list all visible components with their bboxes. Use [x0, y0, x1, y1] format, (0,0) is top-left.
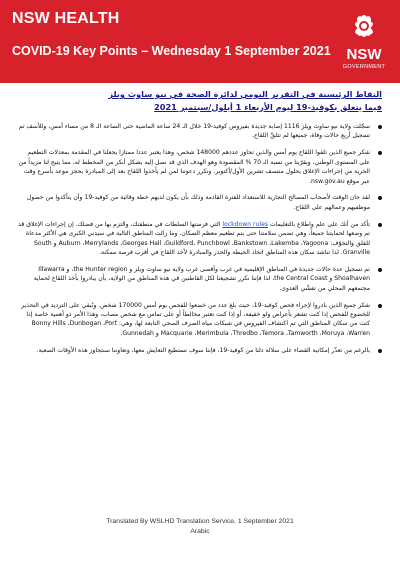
- bullet-icon: [378, 349, 382, 353]
- bullet-icon: [378, 151, 382, 155]
- logo-wordmark: NSW: [346, 46, 382, 63]
- bullet-icon: [378, 125, 382, 129]
- point-text: شكر جميع الذين تلقوا اللقاح يوم أمس والذين تجاوز عددهم 148000 شخص، وهذا يعتبر عددا ممتازا يجعلنا في المقدمة بمعدلات التطعيم على المستوى الوطني، ويقرّبنا من نسبة الـ 70 % المقصودة وهو الهدف الذي قد نصل إليه بشكل أبكر من المخطط له، مما يتيح لنا مزيداً من الحرية من إجراءات الإغلاق بحلول منتصف تشرين الأول/أكتوبر. ونكرر دعوتنا لمن لم يأخذوا اللقاح بعد إلى المبادرة بحجز موعد بأسرع وقت عبر موقع nsw.gov.au.: [18, 149, 370, 185]
- point-text: شكر جميع الذين بادروا لإجراء فحص كوفيد-19، حيث بلغ عدد من خضعوا للفحص يوم أمس 170000 شخص. ونُبقي على الترديد في التحذير للخضوع للفحص إذا كنت تشعر بأعراض ولو خفيفة، أو إذا كنت تعتبر مخالطاً أو على تماس مع شخص مصاب، وهذا الأمر ذو أهمية خاصة إذا كنت من سكان المناطق التي تم اكتشاف الفيروس في شبكات مياه الصرف الصحي التابعة لها، وهي: Bonny Hills ،Dunbogan ،Port Macquarie ،Merimbula ،Thredbo ،Temora ،Tamworth ،Moruya ،Warren و Gunnedah.: [21, 301, 370, 337]
- org-name: NSW HEALTH: [12, 10, 120, 27]
- point-text: بالرغم من تعذّر إمكانية القضاء على سلالة دلتا من كوفيد-19، فإننا سوف نستطيع التعايش معها، وتعاوننا سنتجاوز هذه الأوقات الصعبة.: [36, 346, 370, 354]
- point-text: تم تسجيل عدة حالات جديدة في المناطق الإقليمية في غرب وأقصى غرب ولاية نيو ساوث ويلز و the Hunter region، و Illawarra Shoalhaven و the Central Coast، لذا فإننا نكرر تشجيعنا لكل القاطنين في هذه المناطق من الولاية، بأن يبادروا بأخذ اللقاح لحماية مجتمعهم المحلي من تفشّي العدوى.: [33, 265, 370, 292]
- title-line-2: فيما يتعلق بكوفيد-19 ليوم الأربعاء 1 أيلول/سبتمبر 2021: [154, 101, 382, 112]
- document-title: [70, 88, 382, 113]
- key-points: [18, 122, 384, 363]
- point-text: لقد حان الوقت لأصحاب المصالح التجارية للاستعداد للفترة القادمة وذلك بأن يكون لديهم خطة وقائية من كوفيد-19 وأن يتأكدوا من حصول موظفيهم وعمالهم على اللقاح.: [26, 194, 370, 211]
- list-item: [18, 220, 384, 258]
- bullet-icon: [378, 223, 382, 227]
- bullet-icon: [378, 268, 382, 272]
- list-item: [18, 122, 384, 141]
- logo-government: GOVERNMENT: [342, 64, 386, 70]
- document-subtitle: COVID-19 Key Points – Wednesday 1 September 2021: [12, 44, 331, 58]
- translation-footer: [0, 517, 400, 537]
- list-item: [18, 301, 384, 339]
- translation-credit: Translated By WSLHD Translation Service, 1 September 2021: [106, 518, 294, 525]
- key-points-list: [18, 122, 384, 355]
- header-banner: [0, 0, 400, 83]
- list-item: [18, 193, 384, 212]
- list-item: [18, 346, 384, 355]
- nsw-government-logo: [336, 6, 392, 78]
- point-text-after-link: التي فرضتها السلطات في منطقتك، والتزم بها من فضلك. إن إجراءات الإغلاق قد تم وضعها لحمايتنا جميعاً، وهي تضمن سلامتنا حتى يتم تطعيم معظم السكان. وما زالت المناطق التالية في سيدني الكبرى هي الأكثر مدعاة للقلق والتخوّف: Auburn ،Merrylands ،Georges Hall ،Guildford، Punchbowl ،Bankstown ،Lakemba ،Yagoona و South Granville. لذا تناشد سكان هذه المناطق اتخاذ الحيطة والحذر والمبادرة لأخذ اللقاح في أقرب فرصة ممكنة.: [18, 220, 370, 256]
- waratah-icon: [336, 6, 392, 46]
- lockdown-rules-link[interactable]: lockdown rules: [222, 220, 268, 228]
- bullet-icon: [378, 196, 382, 200]
- list-item: [18, 148, 384, 186]
- bullet-icon: [378, 304, 382, 308]
- point-text: سجّلت ولاية نيو ساوث ويلز 1116 إصابة جديدة بفيروس كوفيد-19 خلال الـ 24 ساعة الماضية حتى الساعة الـ 8 من مساء أمس، وللأسف تم تسجيل أربع حالات وفاة، جميعها لم تتلقَّ اللقاح.: [18, 123, 370, 140]
- title-line-1: النقاط الرئيسية في التقرير اليومي لدائرة الصحة في نيو ساوث ويلز: [108, 89, 382, 99]
- point-text-before-link: تأكد من أنك على علم واطلاع بالتعليمات: [269, 220, 370, 228]
- language-label: Arabic: [190, 528, 210, 535]
- list-item: [18, 265, 384, 293]
